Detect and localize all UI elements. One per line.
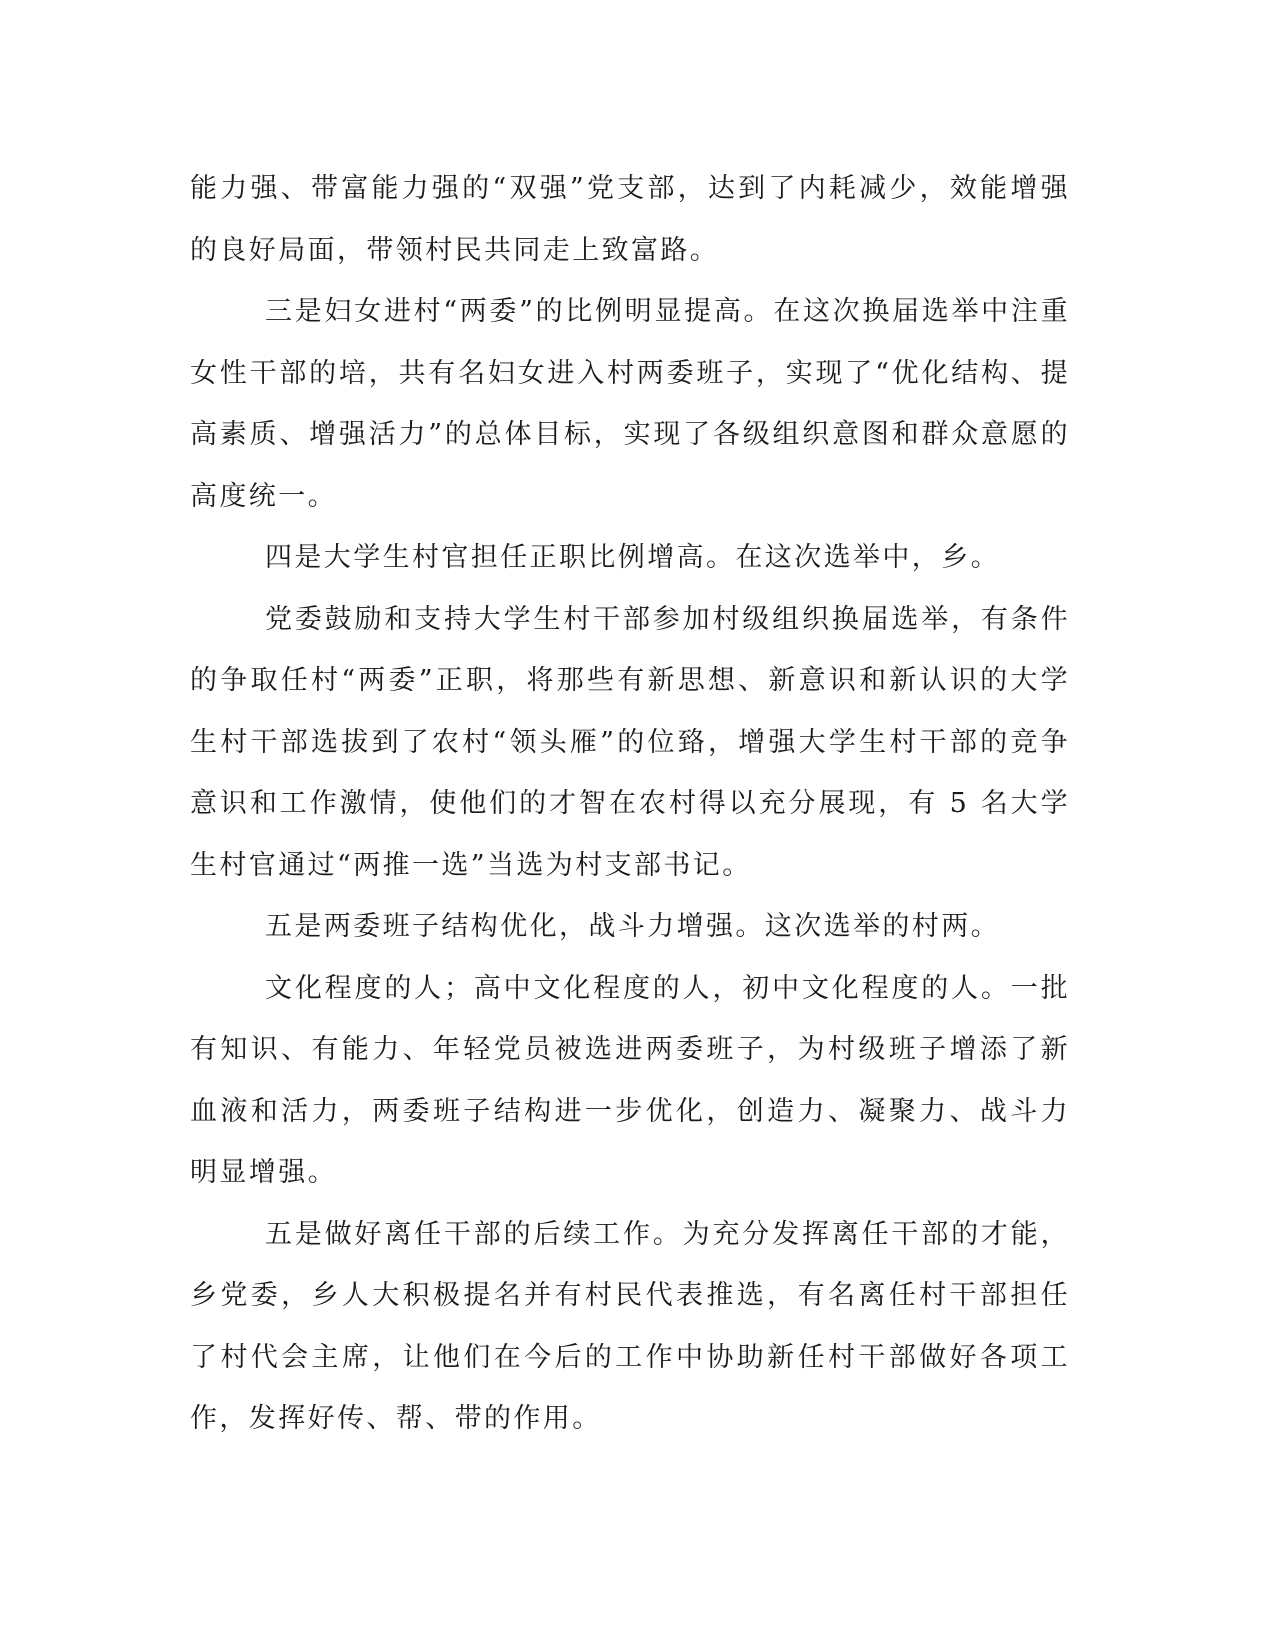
paragraph-1: 能力强、带富能力强的“双强”党支部，达到了内耗减少，效能增强的良好局面，带领村民共同走上致富路。 [190,173,1070,266]
paragraph-3: 四是大学生村官担任正职比例增高。在这次选举中，乡。 [265,542,1000,573]
paragraph-6: 文化程度的人；高中文化程度的人，初中文化程度的人。一批有知识、有能力、年轻党员被选进两委班子，为村级班子增添了新血液和活力，两委班子结构进一步优化，创造力、凝聚力、战斗力明显增强。 [190,972,1070,1188]
paragraph-7: 五是做好离任干部的后续工作。为充分发挥离任干部的才能，乡党委，乡人大积极提名并有村民代表推选，有名离任村干部担任了村代会主席，让他们在今后的工作中协助新任村干部做好各项工作，发挥好传、帮、带的作用。 [190,1218,1070,1434]
paragraph-4: 党委鼓励和支持大学生村干部参加村级组织换届选举，有条件的争取任村“两委”正职，将那些有新思想、新意识和新认识的大学生村干部选拔到了农村“领头雁”的位臵，增强大学生村干部的竞争意识和工作激情，使他们的才智在农村得以充分展现，有 5 名大学生村官通过“两推一选”当选为村支部书记。 [190,603,1070,881]
paragraph-5: 五是两委班子结构优化，战斗力增强。这次选举的村两。 [265,911,1000,942]
paragraph-2: 三是妇女进村“两委”的比例明显提高。在这次换届选举中注重女性干部的培，共有名妇女进入村两委班子，实现了“优化结构、提高素质、增强活力”的总体目标，实现了各级组织意图和群众意愿的高度统一。 [190,296,1070,512]
document-body [190,158,1070,1450]
